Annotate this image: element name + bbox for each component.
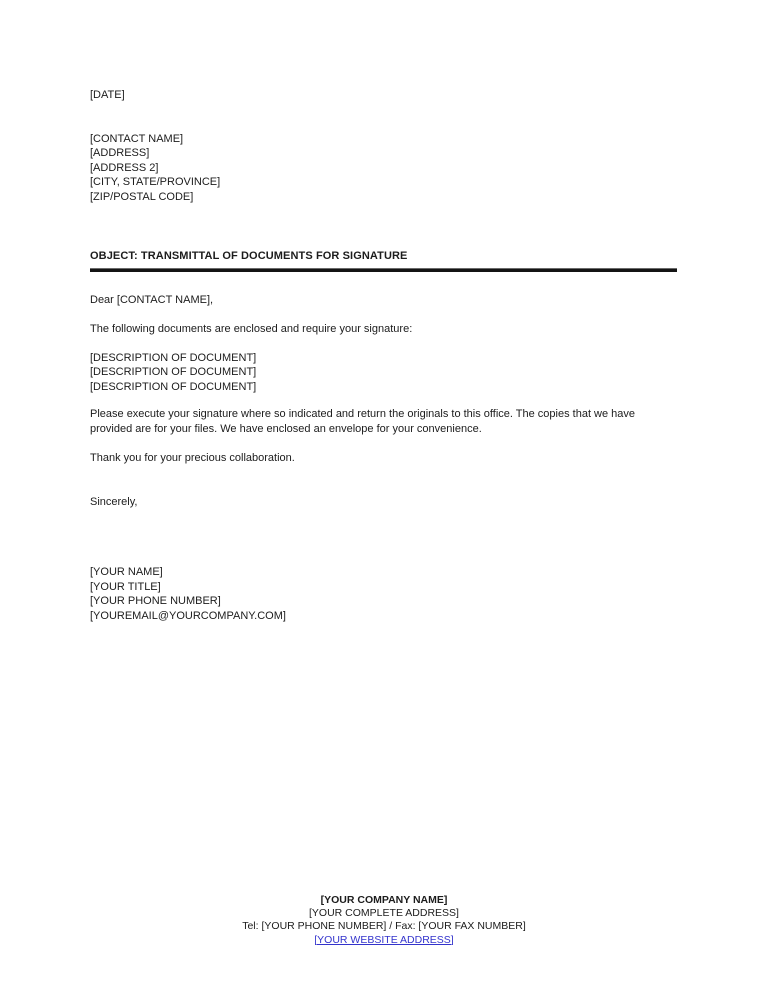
recipient-line: [ADDRESS 2] [90, 161, 159, 174]
sender-line: [YOUR NAME] [90, 566, 163, 578]
sender-line: [YOUR PHONE NUMBER] [90, 595, 221, 607]
footer-company-address: [YOUR COMPLETE ADDRESS] [309, 907, 459, 920]
salutation-line: Dear [CONTACT NAME], [90, 293, 214, 306]
recipient-line: [ADDRESS] [90, 147, 150, 159]
recipient-line: [ZIP/POSTAL CODE] [90, 190, 194, 203]
closing-line: Sincerely, [90, 495, 138, 508]
recipient-line: [CONTACT NAME] [90, 132, 184, 145]
instructions-paragraph: Please execute your signature where so indicated and return the originals to this office. The copies that we have provided are for your files. We have enclosed an envelope for your convenience. [90, 408, 636, 435]
intro-line: The following documents are enclosed and require your signature: [90, 322, 413, 335]
document-description-list [90, 351, 677, 395]
thanks-line: Thank you for your precious collaboration. [90, 452, 295, 464]
subject-heading: OBJECT: TRANSMITTAL OF DOCUMENTS FOR SIGNATURE [90, 250, 408, 262]
company-footer [0, 894, 768, 947]
document-description-line: [DESCRIPTION OF DOCUMENT] [90, 380, 257, 393]
subject-divider-rule [90, 268, 677, 272]
website-link[interactable]: [YOUR WEBSITE ADDRESS] [314, 933, 454, 946]
footer-website-row [0, 934, 768, 947]
footer-company-name: [YOUR COMPANY NAME] [320, 894, 448, 906]
sender-line: [YOUREMAIL@YOURCOMPANY.COM] [90, 609, 286, 622]
recipient-address-block [90, 132, 677, 205]
document-description-line: [DESCRIPTION OF DOCUMENT] [90, 366, 257, 378]
footer-tel-fax: Tel: [YOUR PHONE NUMBER] / Fax: [YOUR FAX NUMBER] [242, 920, 526, 933]
sender-signature-block [90, 565, 677, 623]
recipient-line: [CITY, STATE/PROVINCE] [90, 176, 221, 188]
document-description-line: [DESCRIPTION OF DOCUMENT] [90, 351, 257, 364]
sender-line: [YOUR TITLE] [90, 580, 161, 593]
date-line: [DATE] [90, 89, 125, 101]
